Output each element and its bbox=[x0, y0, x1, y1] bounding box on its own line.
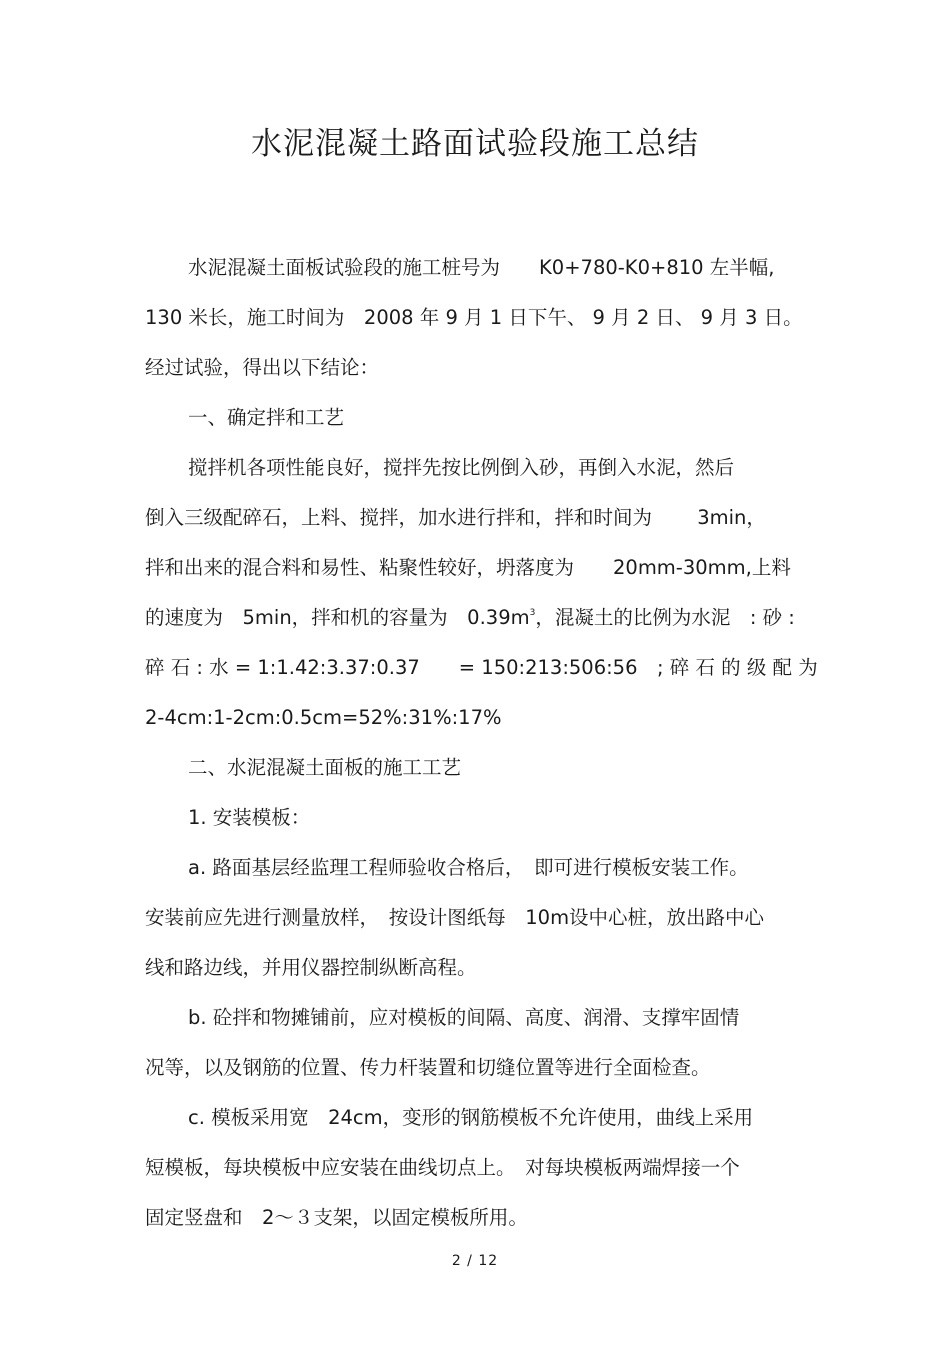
section-heading: 二、水泥混凝土面板的施工工艺 bbox=[188, 756, 462, 779]
paragraph-line: 搅拌机各项性能良好，搅拌先按比例倒入砂，再倒入水泥，然后 bbox=[188, 456, 735, 479]
paragraph-line: 碎 石 : 水 = 1:1.42:3.37:0.37 = 150:213:506:56 ; 碎 石 的 级 配 为 bbox=[145, 656, 818, 679]
document-title: 水泥混凝土路面试验段施工总结 bbox=[251, 126, 699, 162]
paragraph-line: 倒入三级配碎石，上料、搅拌，加水进行拌和，拌和时间为 3min， bbox=[145, 506, 766, 529]
paragraph-line: 况等，以及钢筋的位置、传力杆装置和切缝位置等进行全面检查。 bbox=[145, 1056, 711, 1079]
paragraph-line: b. 砼拌和物摊铺前，应对模板的间隔、高度、润滑、支撑牢固情 bbox=[188, 1006, 740, 1029]
paragraph-line: 拌和出来的混合料和易性、粘聚性较好，坍落度为 20mm-30mm,上料 bbox=[145, 556, 791, 579]
paragraph-line: 安装前应先进行测量放样， 按设计图纸每 10m设中心桩，放出路中心 bbox=[145, 906, 765, 929]
paragraph-line: 2-4cm:1-2cm:0.5cm=52%:31%:17% bbox=[145, 706, 502, 729]
paragraph-line: 短模板，每块模板中应安装在曲线切点上。 对每块模板两端焊接一个 bbox=[145, 1156, 740, 1179]
section-heading: 一、确定拌和工艺 bbox=[188, 406, 345, 429]
line-text: 的速度为 5min，拌和机的容量为 0.39m bbox=[145, 606, 530, 629]
paragraph-line: c. 模板采用宽 24cm，变形的钢筋模板不允许使用，曲线上采用 bbox=[188, 1106, 754, 1129]
paragraph-line: 线和路边线，并用仪器控制纵断高程。 bbox=[145, 956, 477, 979]
paragraph-line: 水泥混凝土面板试验段的施工桩号为 K0+780-K0+810 左半幅, bbox=[188, 256, 775, 279]
page-number: 2 / 12 bbox=[451, 1253, 499, 1269]
line-text-tail: ，混凝土的比例为水泥 : 砂 : bbox=[535, 606, 795, 629]
paragraph-line bbox=[145, 604, 810, 632]
paragraph-line: 经过试验，得出以下结论： bbox=[145, 356, 380, 379]
paragraph-line: a. 路面基层经监理工程师验收合格后， 即可进行模板安装工作。 bbox=[188, 856, 749, 879]
subsection-heading: 1. 安装模板： bbox=[188, 806, 311, 829]
superscript: 3 bbox=[529, 608, 536, 618]
paragraph-line: 130 米长，施工时间为 2008 年 9 月 1 日下午、 9 月 2 日、 9 月 3 日。 bbox=[145, 306, 803, 329]
paragraph-line: 固定竖盘和 2～３支架，以固定模板所用。 bbox=[145, 1206, 528, 1229]
